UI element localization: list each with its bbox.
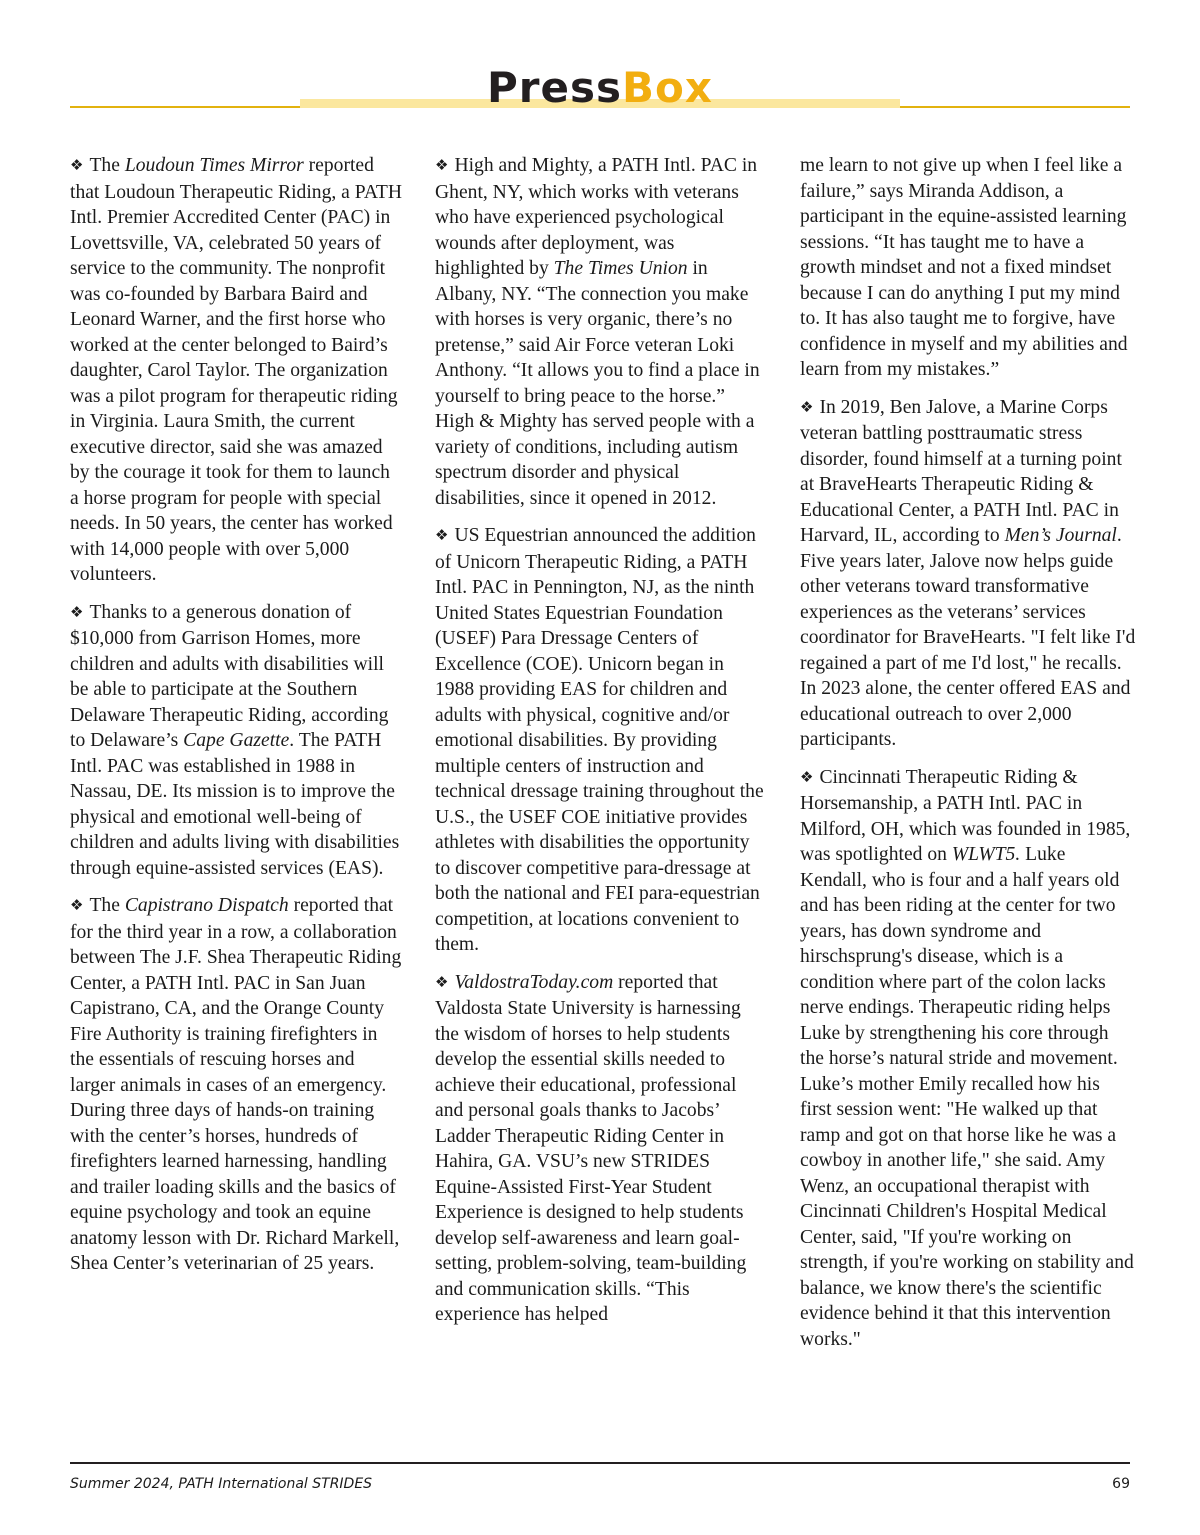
publication-name: Loudoun Times Mirror bbox=[124, 155, 304, 176]
bullet-icon: ❖ bbox=[435, 526, 449, 544]
news-item-garrison: ❖ Thanks to a generous donation of $10,000 from Garrison Homes, more children and adults with disabilities will be able to participate at the Southern Delaware Therapeutic Riding, according to Delaware’s Cape Gazette. The PATH Intl. PAC was established in 1988 in Nassau, DE. Its mission is to improve the physical and emotional well-being of children and adults living with disabilities through equine-assisted services (EAS). bbox=[70, 601, 400, 879]
news-item-capistrano: ❖ The Capistrano Dispatch reported that for the third year in a row, a collaboration between The J.F. Shea Therapeutic Riding Center, a PATH Intl. PAC in San Juan Capistrano, CA, and the Orange County Fire Authority is training firefighters in the essentials of rescuing horses and larger animals in cases of an emergency. During three days of hands-on training with the center’s horses, hundreds of firefighters learned harnessing, handling and trailer loading skills and the basics of equine psychology and took an equine anatomy lesson with Dr. Richard Markell, Shea Center’s veterinarian of 25 years. bbox=[70, 895, 402, 1274]
title-press: Press bbox=[487, 63, 622, 112]
footer-publication: Summer 2024, PATH International STRIDES bbox=[70, 1476, 373, 1492]
news-item-high-and-mighty: ❖ High and Mighty, a PATH Intl. PAC in Ghent, NY, which works with veterans who have experienced psychological wounds after deployment, was highlighted by The Times Union in Albany, NY. “The connection you make with horses is very organic, there’s no pretense,” said Air Force veteran Loki Anthony. “It allows you to find a place in yourself to bring peace to the horse.” High & Mighty has served people with a variety of conditions, including autism spectrum disorder and physical disabilities, since it opened in 2012. bbox=[435, 155, 760, 509]
publication-name: The Times Union bbox=[553, 258, 688, 279]
column-1 bbox=[70, 153, 402, 1289]
bullet-icon: ❖ bbox=[70, 156, 84, 174]
news-item-valdosta: ❖ ValdostraToday.com reported that Valdosta State University is harnessing the wisdom of horses to help students develop the essential skills needed to achieve their educational, professional and personal goals thanks to Jacobs’ Ladder Therapeutic Riding Center in Hahira, GA. VSU’s new STRIDES Equine-Assisted First-Year Student Experience is designed to help students develop self-awareness and learn goal-setting, problem-solving, team-building and communication skills. “This experience has helped bbox=[435, 971, 747, 1325]
news-item-us-equestrian: ❖ US Equestrian announced the addition of Unicorn Therapeutic Riding, a PATH Intl. PAC in Pennington, NJ, as the ninth United States Equestrian Foundation (USEF) Para Dressage Centers of Excellence (COE). Unicorn began in 1988 providing EAS for children and adults with physical, cognitive and/or emotional disabilities. By providing multiple centers of instruction and technical dressage training throughout the U.S., the USEF COE initiative provides athletes with disabilities the opportunity to discover competitive para-dressage at both the national and FEI para-equestrian competition, at locations convenient to them. bbox=[435, 525, 764, 955]
bullet-icon: ❖ bbox=[70, 896, 84, 914]
publication-name: Men’s Journal bbox=[1004, 525, 1117, 546]
title-box: Box bbox=[622, 63, 713, 112]
page-header bbox=[70, 60, 1130, 110]
bullet-icon: ❖ bbox=[800, 767, 814, 786]
bullet-icon: ❖ bbox=[435, 156, 449, 174]
publication-name: Cape Gazette bbox=[183, 730, 290, 751]
news-item-loudoun: ❖ The Loudoun Times Mirror reported that Loudoun Therapeutic Riding, a PATH Intl. Premier Accredited Center (PAC) in Lovettsville, VA, celebrated 50 years of service to the community. The nonprofit was co-founded by Barbara Baird and Leonard Warner, and the first horse who worked at the center belonged to Baird’s daughter, Carol Taylor. The organization was a pilot program for therapeutic riding in Virginia. Laura Smith, the current executive director, said she was amazed by the courage it took for them to launch a horse program for people with special needs. In 50 years, the center has worked with 14,000 people with over 5,000 volunteers. bbox=[70, 155, 402, 585]
news-item-cincinnati: ❖ Cincinnati Therapeutic Riding & Horsemanship, a PATH Intl. PAC in Milford, OH, which was founded in 1985, was spotlighted on WLWT5. Luke Kendall, who is four and a half years old and has been riding at the center for two years, has down syndrome and hirschsprung's disease, which is a condition where part of the colon lacks nerve endings. Therapeutic riding helps Luke by strengthening his core through the horse’s natural stride and movement. Luke’s mother Emily recalled how his first session went: "He walked up that ramp and got on that horse like he was a cowboy in another life," she said. Amy Wenz, an occupational therapist with Cincinnati Children's Hospital Medical Center, said, "If you're working on strength, if you're working on stability and balance, we know there's the scientific evidence behind it that this intervention works." bbox=[800, 766, 1134, 1350]
bullet-icon: ❖ bbox=[435, 972, 449, 991]
publication-name: ValdostraToday.com bbox=[454, 971, 614, 993]
bullet-icon: ❖ bbox=[70, 602, 84, 621]
section-title bbox=[70, 63, 1130, 112]
column-3 bbox=[800, 153, 1136, 1364]
publication-name: WLWT5. bbox=[951, 844, 1021, 865]
bullet-icon: ❖ bbox=[800, 397, 814, 416]
publication-name: Capistrano Dispatch bbox=[124, 895, 289, 916]
column-2 bbox=[435, 153, 767, 1340]
news-item-bravehearts: ❖ In 2019, Ben Jalove, a Marine Corps veteran battling posttraumatic stress disorder, found himself at a turning point at BraveHearts Therapeutic Riding & Educational Center, a PATH Intl. PAC in Harvard, IL, according to Men’s Journal. Five years later, Jalove now helps guide other veterans toward transformative experiences as the veterans’ services coordinator for BraveHearts. "I felt like I'd regained a part of me I'd lost," he recalls. In 2023 alone, the center offered EAS and educational outreach to over 2,000 participants. bbox=[800, 396, 1136, 750]
news-item-valdosta-continued: me learn to not give up when I feel like a failure,” says Miranda Addison, a participant in the equine-assisted learning sessions. “It has taught me to have a growth mindset and not a fixed mindset because I can do anything I put my mind to. It has also taught me to forgive, have confidence in myself and my abilities and learn from my mistakes.” bbox=[800, 155, 1128, 380]
page-number: 69 bbox=[1112, 1476, 1130, 1492]
footer-rule bbox=[70, 1462, 1130, 1464]
